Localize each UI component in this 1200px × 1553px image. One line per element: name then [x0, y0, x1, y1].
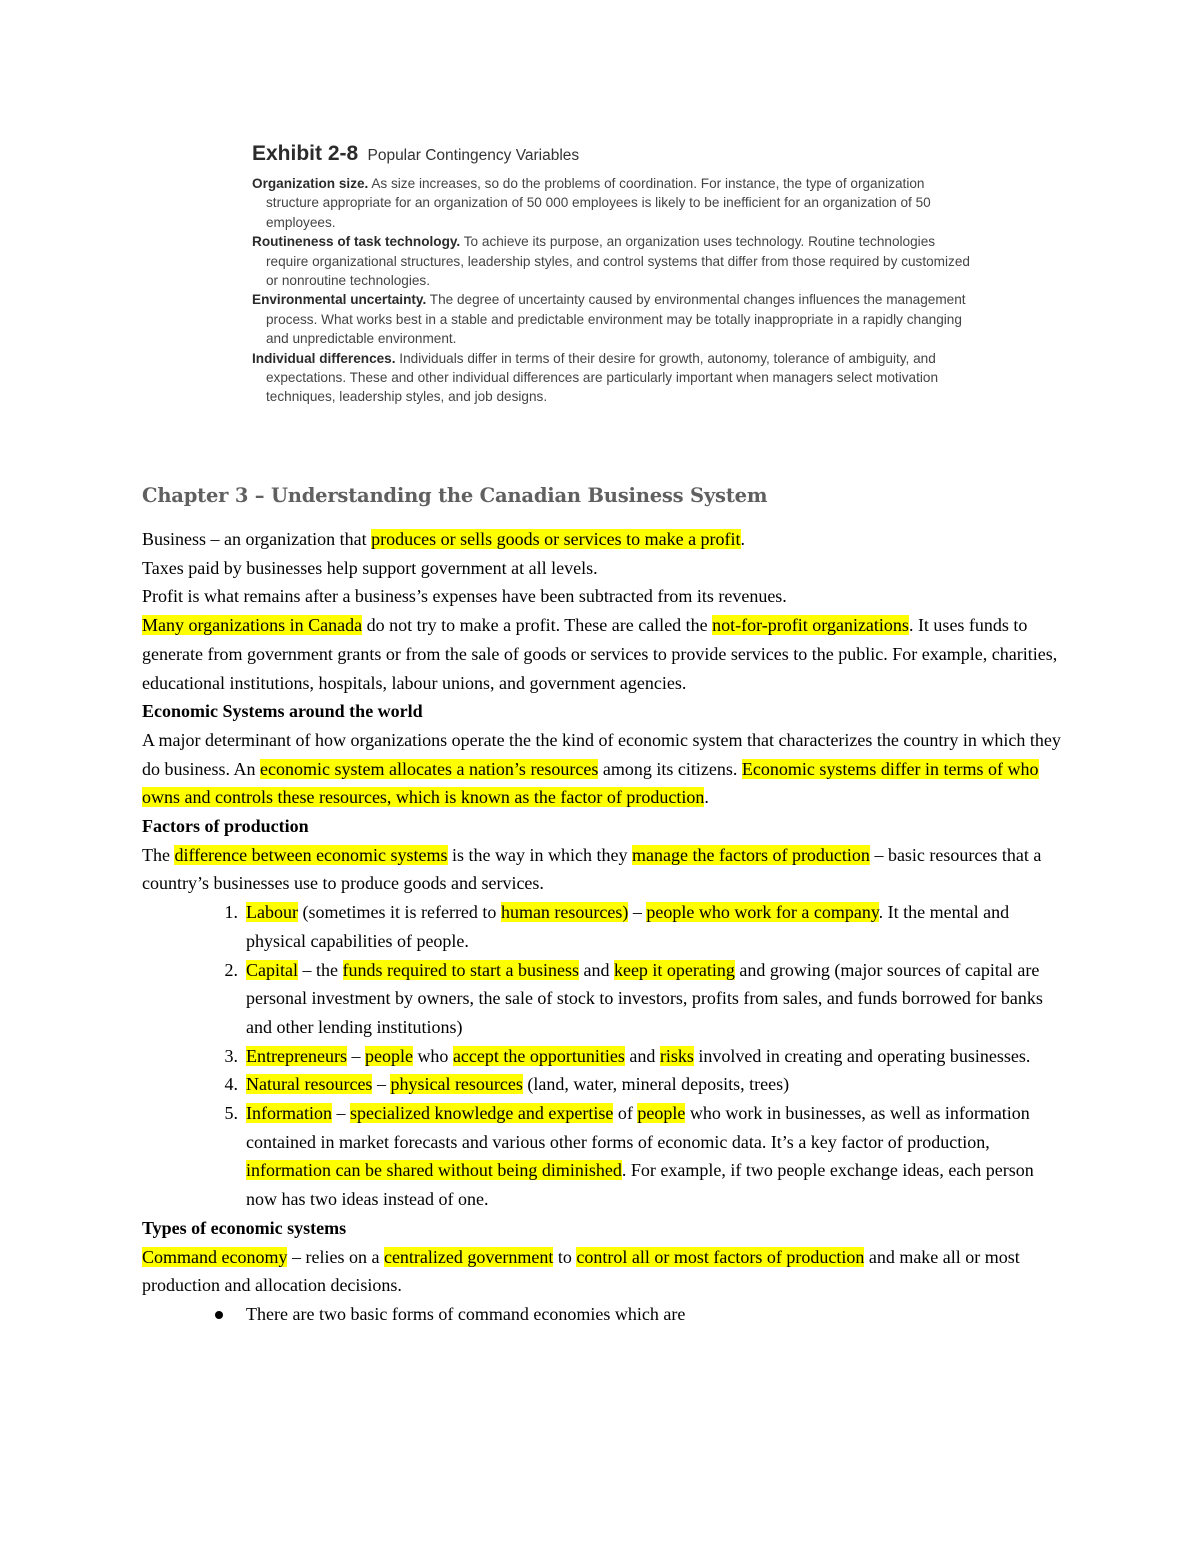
bullet-text: There are two basic forms of command economies which are — [246, 1303, 686, 1324]
list-number: 1. — [224, 902, 238, 923]
text-run: – the — [298, 959, 343, 980]
exhibit-number: Exhibit 2-8 — [252, 142, 359, 165]
highlighted-text: Entrepreneurs — [246, 1045, 347, 1066]
text-run: is the way in which they — [447, 844, 633, 865]
factors-list — [142, 898, 1062, 1214]
list-number: 5. — [224, 1103, 238, 1124]
highlighted-text: control all or most factors of production — [576, 1246, 865, 1267]
paragraph-command-economy — [142, 1243, 1062, 1300]
text-run: . — [740, 529, 746, 549]
text-run: among its citizens. — [598, 758, 742, 779]
highlighted-text: physical resources — [390, 1074, 523, 1095]
exhibit-item-term: Environmental uncertainty. — [252, 292, 427, 308]
bullet-list — [142, 1300, 1062, 1329]
paragraph-economic-systems — [142, 726, 1062, 812]
list-number: 2. — [224, 959, 238, 980]
exhibit-figure — [252, 142, 972, 407]
text-run: . For example, if two people exchange ideas, each person now has two ideas instead of one. — [246, 1160, 1034, 1210]
exhibit-item-text: To achieve its purpose, an organization uses technology. Routine technologies require organizational structures, leadership styles, and control systems that differ from those required by customized or nonroutine technologies. — [266, 234, 970, 289]
text-run: Profit is what remains after a business’s expenses have been subtracted from its revenues. — [142, 586, 787, 607]
exhibit-title — [252, 142, 972, 166]
highlighted-text: information can be shared without being diminished — [246, 1160, 622, 1181]
highlighted-text: not-for-profit organizations — [712, 615, 909, 636]
text-run: Business – an organization that — [142, 529, 372, 549]
highlighted-text: Labour — [246, 902, 298, 923]
text-run: to — [553, 1246, 577, 1267]
highlighted-text: centralized government — [383, 1246, 554, 1267]
highlighted-text: people — [637, 1103, 686, 1124]
highlighted-text: Information — [246, 1103, 332, 1124]
chapter-title: Chapter 3 – Understanding the Canadian Business System — [142, 484, 768, 507]
text-run: A major determinant of how organizations operate the the kind of economic system that characterizes the country in which they do business. An — [142, 729, 1061, 779]
paragraph-taxes — [142, 554, 1062, 583]
text-run: Taxes paid by businesses help support government at all levels. — [142, 557, 598, 578]
exhibit-item — [252, 290, 972, 348]
text-run: . It the mental and physical capabilities of people. — [246, 902, 1010, 951]
text-run: (sometimes it is referred to — [297, 902, 501, 923]
text-run: – relies on a — [287, 1246, 384, 1267]
highlighted-text: produces or sells goods or services to make a profit — [371, 529, 741, 549]
exhibit-items — [252, 174, 972, 407]
exhibit-item — [252, 349, 972, 407]
text-run: – — [628, 902, 647, 923]
exhibit-item-term: Routineness of task technology. — [252, 234, 461, 250]
text-run: . It uses funds to generate from government grants or from the sale of goods or services to provide services to the public. For example, charities, educational institutions, hospitals, labour unions, and government agencies. — [142, 615, 1058, 693]
list-item — [224, 1070, 1062, 1099]
list-item — [224, 898, 1062, 955]
highlighted-text: manage the factors of production — [632, 844, 870, 865]
text-run: who work in businesses, as well as information contained in market forecasts and various other forms of economic data. It’s a key factor of production, — [246, 1103, 1030, 1152]
paragraph-profit — [142, 582, 1062, 611]
text-run: involved in creating and operating businesses. — [693, 1045, 1031, 1066]
highlighted-text: Capital — [246, 959, 298, 980]
highlighted-text: Economic systems differ in terms of who owns and controls these resources, which is known as the factor of production — [142, 758, 1039, 808]
paragraph-not-for-profit — [142, 611, 1062, 697]
list-item — [224, 1042, 1062, 1071]
heading-economic-systems: Economic Systems around the world — [142, 701, 423, 722]
list-number: 3. — [224, 1045, 238, 1066]
heading-factors-of-production: Factors of production — [142, 816, 309, 837]
exhibit-item-term: Organization size. — [252, 176, 369, 191]
highlighted-text: economic system allocates a nation’s resources — [260, 758, 599, 779]
highlighted-text: people who work for a company — [646, 902, 879, 923]
exhibit-item — [252, 174, 972, 232]
text-run: – — [331, 1103, 350, 1124]
exhibit-item-text: Individuals differ in terms of their desire for growth, autonomy, tolerance of ambiguity, and expectations. These and other individual differences are particularly important when managers select motivation techniques, leadership styles, and job designs. — [266, 350, 939, 405]
text-run: who — [412, 1045, 453, 1066]
bullet-item — [246, 1300, 1062, 1329]
highlighted-text: specialized knowledge and expertise — [349, 1103, 614, 1124]
highlighted-text: accept the opportunities — [452, 1045, 625, 1066]
exhibit-item — [252, 232, 972, 290]
list-item — [224, 956, 1062, 1042]
highlighted-text: funds required to start a business — [342, 959, 579, 980]
paragraph-factors — [142, 841, 1062, 898]
text-run: and — [578, 959, 614, 980]
text-run: and — [624, 1045, 660, 1066]
exhibit-item-text: The degree of uncertainty caused by environmental changes influences the management process. What works best in a stable and predictable environment may be totally inappropriate in a rapidly changing and unpredictable environment. — [266, 292, 966, 347]
text-run: of — [613, 1103, 638, 1124]
highlighted-text: keep it operating — [613, 959, 735, 980]
highlighted-text: Many organizations in Canada — [142, 615, 363, 636]
text-run: do not try to make a profit. These are called the — [362, 615, 713, 636]
list-item — [224, 1099, 1062, 1214]
paragraph-business-definition — [142, 525, 1062, 554]
text-run: The — [142, 844, 175, 865]
highlighted-text: Natural resources — [246, 1074, 373, 1095]
text-run: and growing (major sources of capital are personal investment by owners, the sale of stock to investors, profits from sales, and funds borrowed for banks and other lending institutions) — [246, 959, 1043, 1037]
text-run: – — [372, 1074, 391, 1095]
chapter-content — [142, 484, 1062, 1329]
list-number: 4. — [224, 1074, 238, 1095]
exhibit-caption: Popular Contingency Variables — [367, 147, 580, 164]
text-run: . — [704, 787, 709, 808]
text-run: – basic resources that a country’s businesses use to produce goods and services. — [142, 844, 1042, 894]
highlighted-text: Command economy — [142, 1246, 288, 1267]
highlighted-text: risks — [659, 1045, 694, 1066]
text-run: (land, water, mineral deposits, trees) — [522, 1074, 790, 1095]
exhibit-item-term: Individual differences. — [252, 350, 396, 366]
heading-types-of-economic-systems: Types of economic systems — [142, 1217, 347, 1238]
text-run: – — [346, 1045, 365, 1066]
exhibit-item-text: As size increases, so do the problems of coordination. For instance, the type of organization structure appropriate for an organization of 50 000 employees is likely to be inefficient for an organization of 50 employees. — [266, 176, 931, 230]
text-run: and make all or most production and allocation decisions. — [142, 1246, 1020, 1296]
highlighted-text: human resources) — [500, 902, 629, 923]
highlighted-text: people — [364, 1045, 413, 1066]
bullet-dot-icon — [215, 1311, 223, 1319]
highlighted-text: difference between economic systems — [174, 844, 448, 865]
